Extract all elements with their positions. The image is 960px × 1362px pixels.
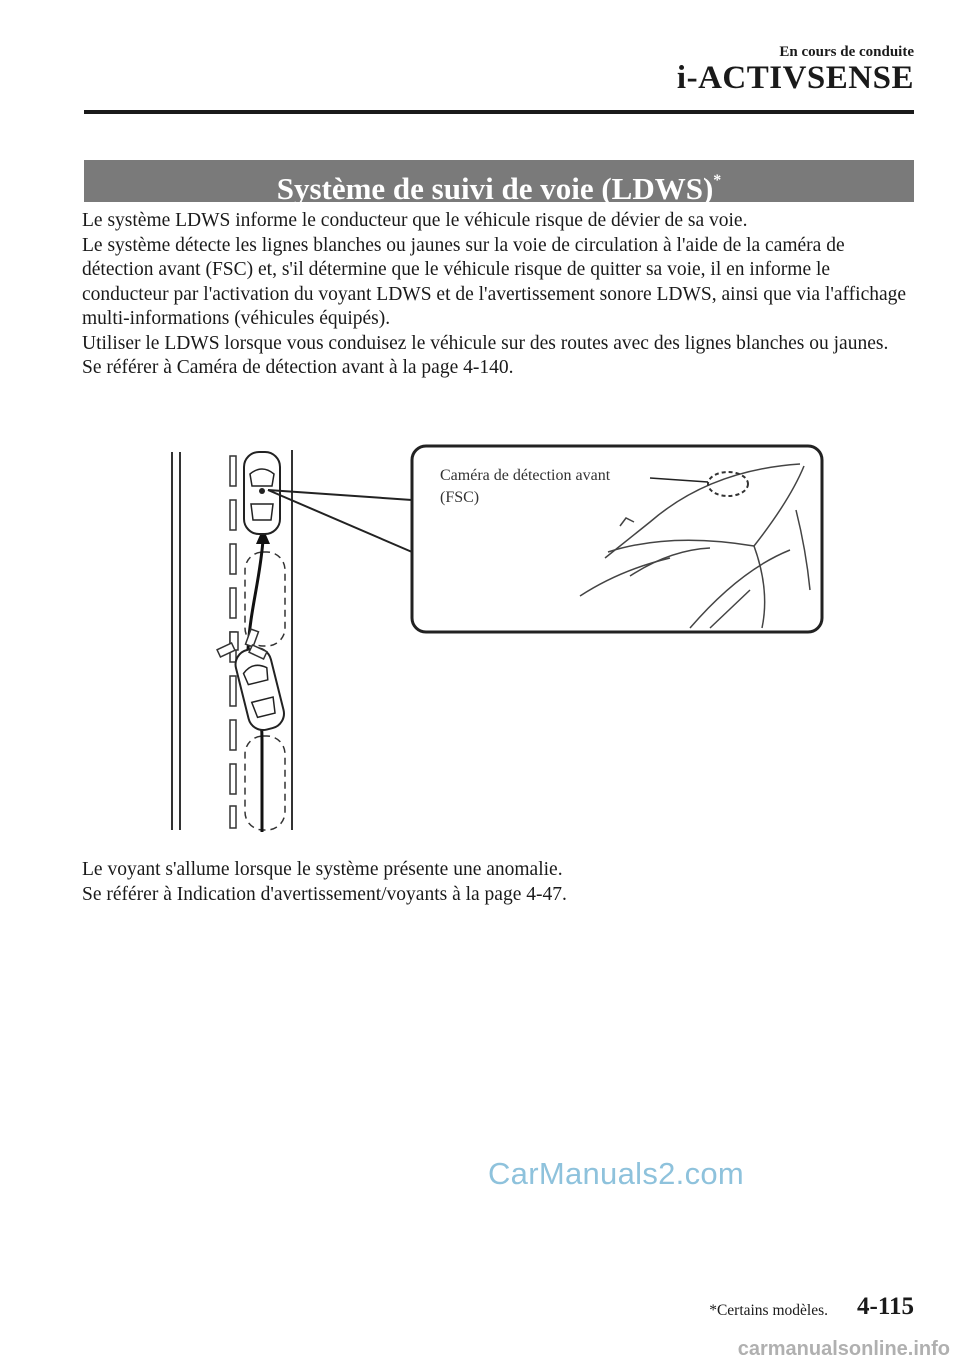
running-header-section: En cours de conduite <box>779 44 914 60</box>
footnote: *Certains modèles. <box>709 1302 828 1319</box>
paragraph: Le système LDWS informe le conducteur que le véhicule risque de dévier de sa voie. <box>82 210 748 231</box>
section-title: Système de suivi de voie (LDWS) <box>276 171 714 206</box>
paragraph: Utiliser le LDWS lorsque vous conduisez le véhicule sur des routes avec des lignes blanches ou jaunes. <box>82 332 889 354</box>
ldws-illustration <box>150 440 830 832</box>
header-rule <box>84 110 914 114</box>
page-number: 4-115 <box>857 1293 914 1320</box>
warning-text <box>82 858 918 907</box>
site-watermark: carmanualsonline.info <box>737 1338 950 1360</box>
intro-text <box>82 209 918 381</box>
callout-label-line2: (FSC) <box>440 489 480 506</box>
paragraph: Le système détecte les lignes blanches ou jaunes sur la voie de circulation à l'aide de la caméra de détection avant (FSC) et, s'il détermine que le véhicule risque de quitter sa voie, il en informe le conducteur par l'activation du voyant LDWS et de l'avertissement sonore LDWS, ainsi que via l'affichage multi-informations (véhicules équipés). <box>82 234 907 329</box>
models-marker: * <box>713 172 722 189</box>
section-title-band <box>84 160 914 206</box>
paragraph: Le voyant s'allume lorsque le système présente une anomalie. <box>82 859 563 880</box>
drifting-car <box>232 645 287 733</box>
paragraph: Se référer à Indication d'avertissement/voyants à la page 4-47. <box>82 883 567 905</box>
paragraph: Se référer à Caméra de détection avant à la page 4-140. <box>82 357 514 378</box>
watermark: CarManuals2.com <box>488 1156 745 1191</box>
running-header-chapter: i-ACTIVSENSE <box>676 60 914 96</box>
callout-label-line1: Caméra de détection avant <box>440 467 611 484</box>
